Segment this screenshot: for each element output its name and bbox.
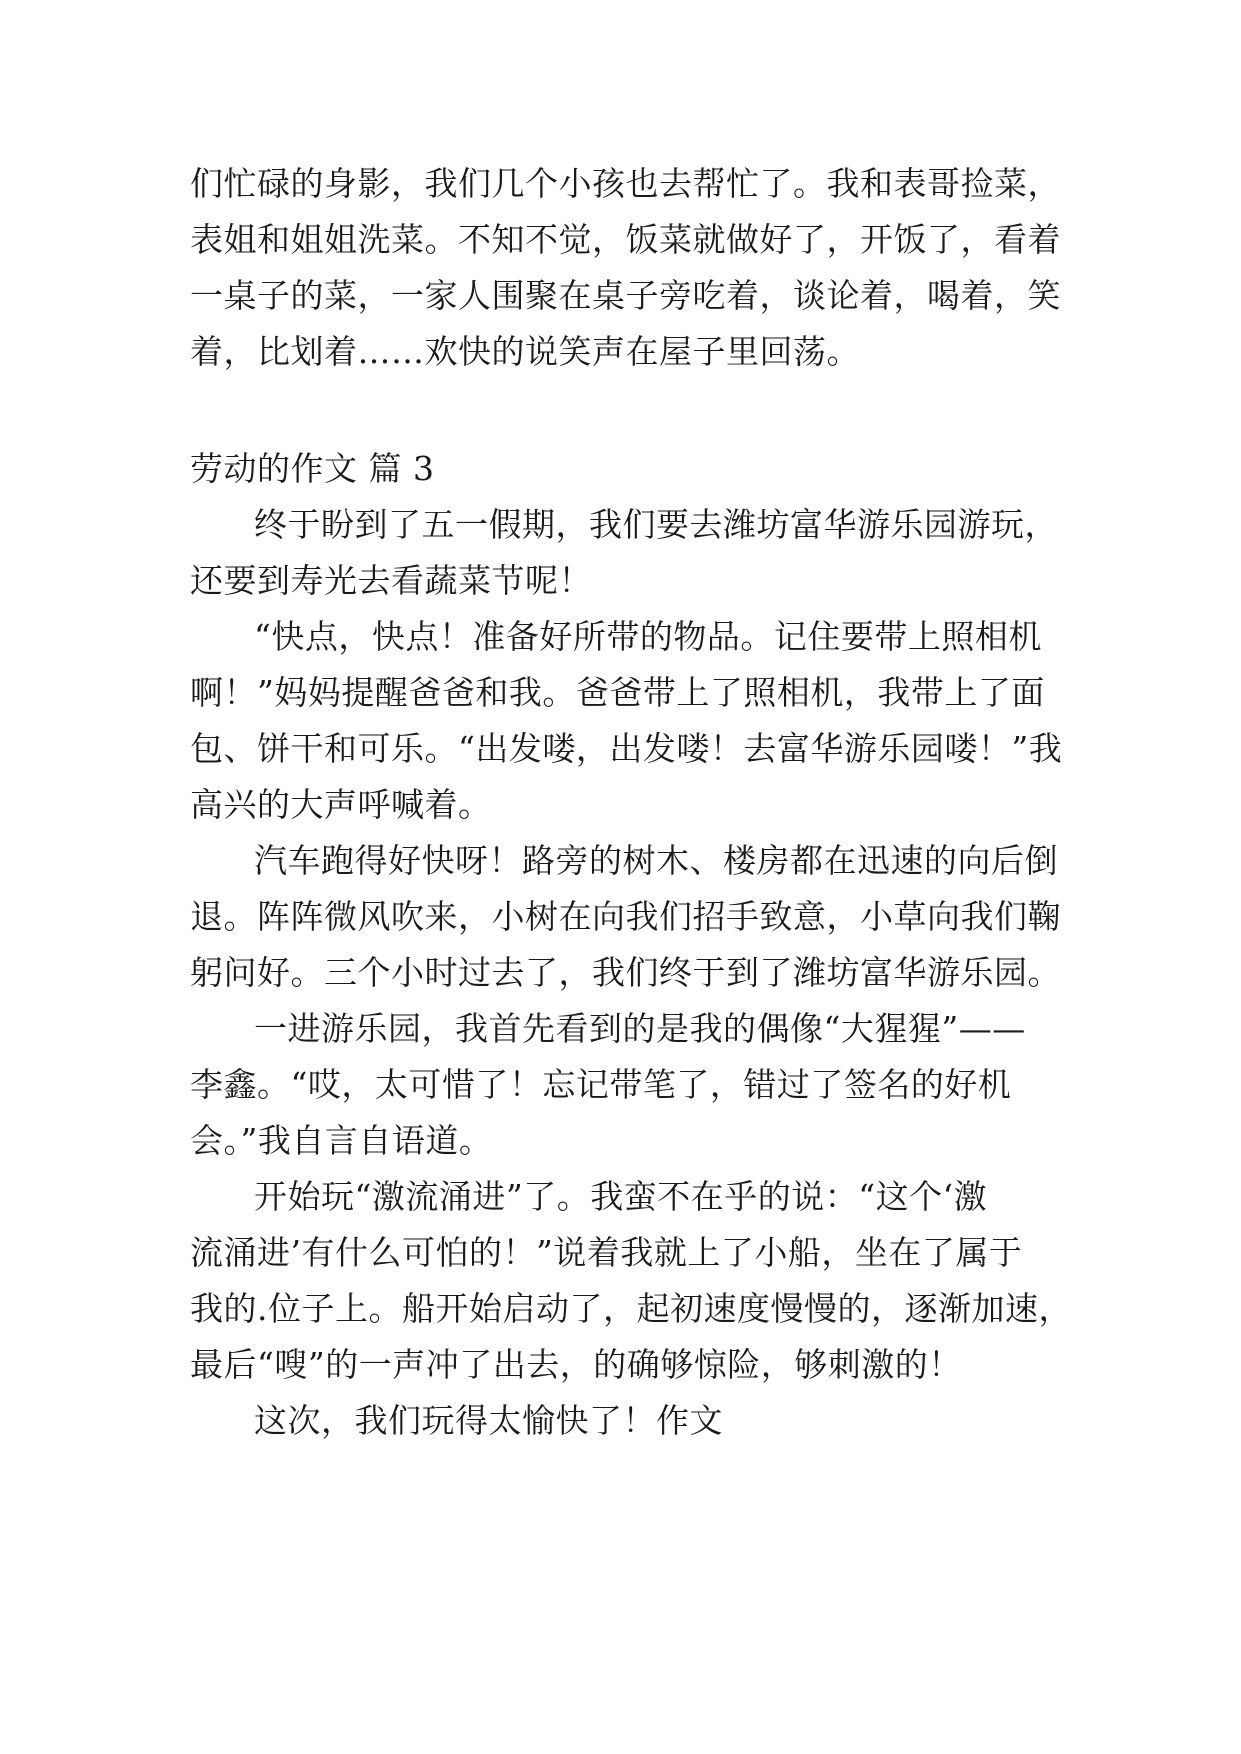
paragraph-line: 一进游乐园，我首先看到的是我的偶像“大猩猩”—— — [254, 1009, 1026, 1048]
paragraph-line: 最后“嗖”的一声冲了出去，的确够惊险，够刺激的！ — [190, 1345, 962, 1384]
paragraph-line: 终于盼到了五一假期，我们要去潍坊富华游乐园游玩， — [254, 505, 1058, 544]
paragraph-line: “快点，快点！准备好所带的物品。记住要带上照相机 — [254, 617, 1042, 656]
paragraph-line: 着，比划着……欢快的说笑声在屋子里回荡。 — [190, 332, 860, 371]
paragraph-line: 开始玩“激流涌进”了。我蛮不在乎的说：“这个‘激 — [254, 1177, 988, 1216]
section-heading: 劳动的作文 篇 3 — [190, 449, 435, 488]
paragraph-line: 高兴的大声呼喊着。 — [190, 785, 492, 824]
paragraph-line: 们忙碌的身影，我们几个小孩也去帮忙了。我和表哥捡菜， — [190, 164, 1061, 203]
paragraph-line: 表姐和姐姐洗菜。不知不觉，饭菜就做好了，开饭了，看着 — [190, 220, 1061, 259]
paragraph-line: 躬问好。三个小时过去了，我们终于到了潍坊富华游乐园。 — [190, 953, 1061, 992]
paragraph-line: 流涌进’有什么可怕的！”说着我就上了小船，坐在了属于 — [190, 1233, 1023, 1272]
paragraph-line: 还要到寿光去看蔬菜节呢！ — [190, 561, 592, 600]
paragraph-line: 李鑫。“哎，太可惜了！忘记带笔了，错过了签名的好机 — [190, 1065, 1012, 1104]
paragraph-line: 啊！”妈妈提醒爸爸和我。爸爸带上了照相机，我带上了面 — [190, 673, 1045, 712]
paragraph-line: 退。阵阵微风吹来，小树在向我们招手致意，小草向我们鞠 — [190, 897, 1061, 936]
paragraph-line: 汽车跑得好快呀！路旁的树木、楼房都在迅速的向后倒 — [254, 841, 1058, 880]
paragraph-line: 这次，我们玩得太愉快了！作文 — [254, 1401, 723, 1440]
paragraph-line: 包、饼干和可乐。“出发喽，出发喽！去富华游乐园喽！”我 — [190, 729, 1063, 768]
paragraph-line: 会。”我自言自语道。 — [190, 1121, 493, 1160]
paragraph-line: 我的.位子上。船开始启动了，起初速度慢慢的，逐渐加速， — [190, 1289, 1072, 1328]
paragraph-line: 一桌子的菜，一家人围聚在桌子旁吃着，谈论着，喝着，笑 — [190, 276, 1061, 315]
